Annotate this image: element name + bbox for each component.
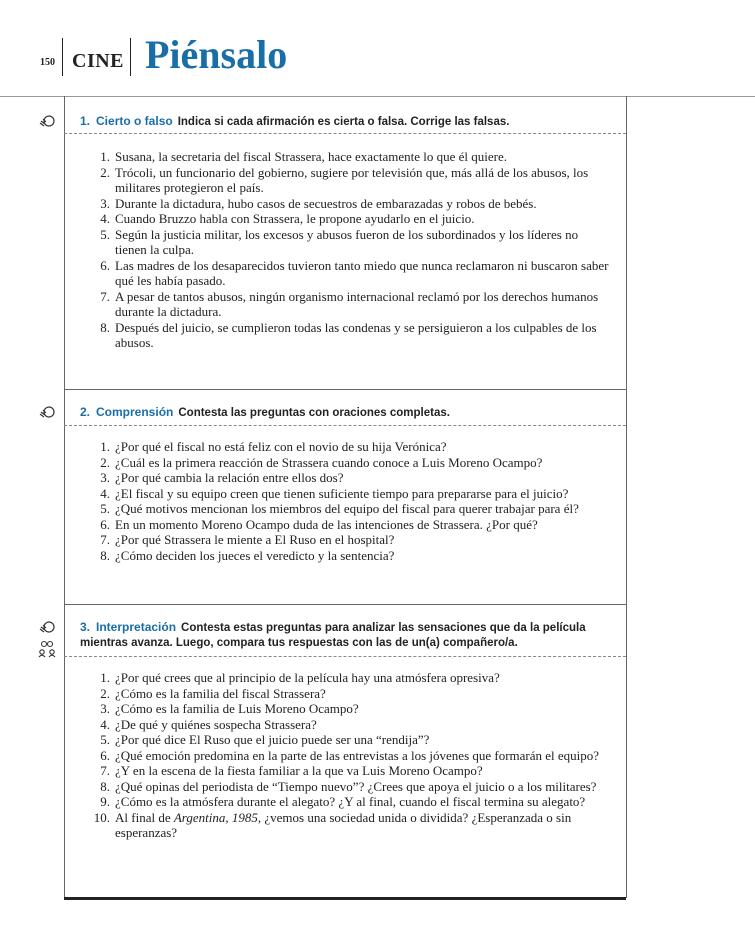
section-heading-3 (80, 620, 595, 651)
question-list-2 (70, 439, 610, 563)
list-item: 2. ¿Cuál es la primera reacción de Strassera cuando conoce a Luis Moreno Ocampo? (100, 454, 543, 470)
header-divider (62, 38, 63, 76)
list-item: 4. Cuando Bruzzo habla con Strassera, le propone ayudarlo en el juicio. (100, 211, 475, 226)
list-item: 5. ¿Qué motivos mencionan los miembros del equipo del fiscal para querer trabajar para él? (100, 501, 579, 516)
list-item: 8. ¿Cómo deciden los jueces el veredicto y la sentencia? (100, 547, 395, 563)
dashed-divider (64, 425, 626, 426)
list-item: 10. Al final de Argentina, 1985, ¿vemos una sociedad unida o dividida? ¿Esperanzada o sin esperanzas? (93, 809, 572, 840)
list-item: 7. A pesar de tantos abusos, ningún organismo internacional reclamó por los derechos humanos durante la dictadura. (100, 288, 599, 319)
section-divider (64, 604, 626, 605)
section-name: Cierto o falso (96, 114, 173, 128)
list-item: 2. ¿Cómo es la familia del fiscal Strassera? (100, 685, 326, 701)
list-item: 3. ¿Cómo es la familia de Luis Moreno Ocampo? (100, 701, 359, 716)
list-item: 2. Trócoli, un funcionario del gobierno, sugiere por televisión que, más allá de los abusos, los militares protegieron el país. (100, 164, 589, 195)
list-item: 8. Después del juicio, se cumplieron todas las condenas y se persiguieron a los culpables de los abusos. (100, 319, 597, 350)
dashed-divider (64, 133, 626, 134)
section-instruction: Contesta las preguntas con oraciones completas. (178, 407, 450, 419)
page-title: Piénsalo (145, 32, 288, 77)
section-number: 1. (80, 114, 91, 128)
lightbulb-icon (38, 114, 56, 128)
list-item: 3. Durante la dictadura, hubo casos de secuestros de embarazadas y robos de bebés. (100, 195, 537, 211)
list-item: 1. ¿Por qué crees que al principio de la película hay una atmósfera opresiva? (100, 670, 500, 685)
header-divider (130, 38, 131, 76)
question-list-1 (70, 149, 610, 351)
list-item: 6. ¿Qué emoción predomina en la parte de las entrevistas a los jóvenes que formarán el equipo? (100, 747, 600, 763)
list-item: 9. ¿Cómo es la atmósfera durante el alegato? ¿Y al final, cuando el fiscal termina su alegato? (100, 794, 586, 809)
section-divider (64, 389, 626, 390)
section-number: 3. (80, 620, 91, 634)
section-instruction: Contesta estas preguntas para analizar las sensaciones que da la película mientras avanza. Luego, compara tus respuestas con las de un(a) compañero/a. (80, 622, 586, 649)
list-item: 6. Las madres de los desaparecidos tuvieron tanto miedo que nunca reclamaron ni buscaron saber qué les había pasado. (100, 257, 609, 288)
list-item: 8. ¿Qué opinas del periodista de “Tiempo nuevo”? ¿Crees que apoya el juicio o a los militares? (100, 778, 597, 794)
dashed-divider (64, 656, 626, 657)
section-name: Interpretación (96, 620, 177, 634)
lightbulb-icon (38, 405, 56, 419)
bottom-rule (64, 897, 626, 900)
section-number: 2. (80, 405, 91, 419)
list-item: 7. ¿Por qué Strassera le miente a El Ruso en el hospital? (100, 532, 395, 547)
list-item: 1. Susana, la secretaria del fiscal Strassera, hace exactamente lo que él quiere. (100, 149, 507, 164)
section-instruction: Indica si cada afirmación es cierta o falsa. Corrige las falsas. (177, 116, 510, 128)
pair-work-icon (38, 640, 56, 658)
list-item: 6. En un momento Moreno Ocampo duda de las intenciones de Strassera. ¿Por qué? (100, 516, 538, 532)
list-item: 3. ¿Por qué cambia la relación entre ellos dos? (100, 470, 344, 485)
lightbulb-icon (38, 620, 56, 634)
list-item: 4. ¿El fiscal y su equipo creen que tienen suficiente tiempo para prepararse para el juicio? (100, 485, 569, 501)
section-heading-2 (80, 405, 595, 421)
section-heading-1 (80, 114, 595, 130)
page-number: 150 (40, 57, 55, 68)
list-item: 5. Según la justicia militar, los excesos y abusos fueron de los subordinados y los líderes no tienen la culpa. (100, 226, 579, 257)
question-list-3 (70, 670, 610, 841)
list-item: 5. ¿Por qué dice El Ruso que el juicio puede ser una “rendija”? (100, 732, 430, 747)
list-item: 1. ¿Por qué el fiscal no está feliz con el novio de su hija Verónica? (100, 439, 447, 454)
list-item: 7. ¿Y en la escena de la fiesta familiar a la que va Luis Moreno Ocampo? (100, 763, 483, 778)
section-name: Comprensión (96, 405, 174, 419)
list-item: 4. ¿De qué y quiénes sospecha Strassera? (100, 716, 317, 732)
section-label: CINE (72, 50, 125, 72)
